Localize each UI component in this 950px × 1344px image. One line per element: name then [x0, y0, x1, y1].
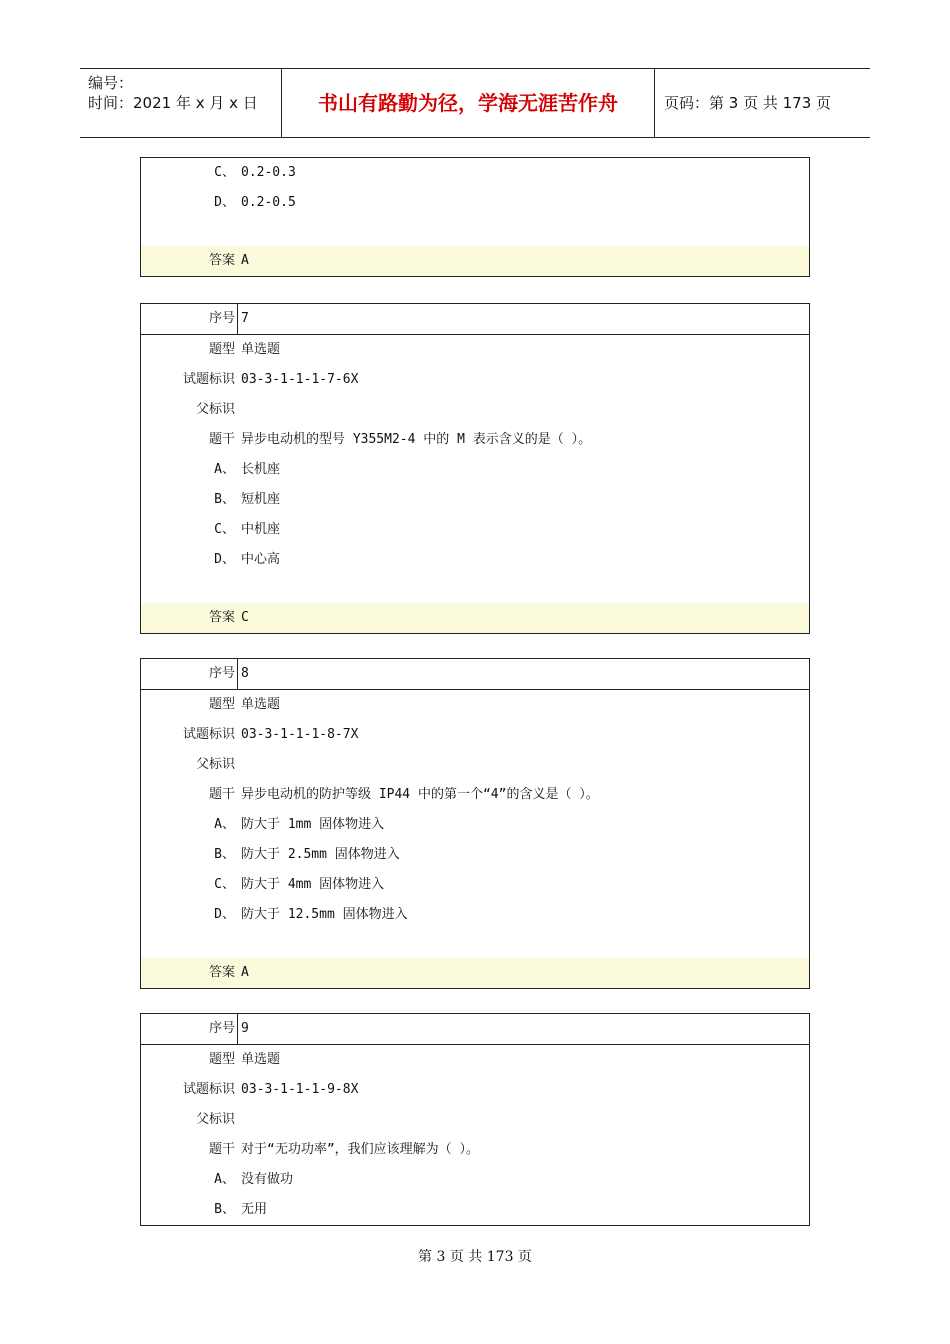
- type-value: 单选题: [241, 697, 281, 712]
- option-label: B、: [214, 492, 235, 507]
- parent-label: 父标识: [195, 757, 235, 772]
- time-label: 时间：2021 年 x 月 x 日: [88, 94, 258, 112]
- option-row: [141, 455, 809, 485]
- id-label: 试题标识: [182, 1082, 235, 1097]
- seq-label: 序号: [208, 1021, 235, 1036]
- option-row: [141, 900, 809, 930]
- option-label: D、: [214, 195, 235, 210]
- question-card: [140, 1013, 810, 1226]
- option-label: A、: [214, 817, 235, 832]
- option-row: [141, 810, 809, 840]
- option-text: 没有做功: [241, 1172, 294, 1187]
- option-row: [141, 158, 809, 188]
- stem-text: 对于“无功功率”，我们应该理解为（ ）。: [241, 1142, 479, 1157]
- type-row: [141, 690, 809, 720]
- stem-label: 题干: [208, 432, 235, 447]
- parent-row: [141, 750, 809, 780]
- seq-label: 序号: [208, 311, 235, 326]
- option-label: B、: [214, 1202, 235, 1217]
- option-text: 防大于 2.5mm 固体物进入: [241, 847, 400, 862]
- option-text: 长机座: [241, 462, 281, 477]
- option-text: 中机座: [241, 522, 281, 537]
- parent-label: 父标识: [195, 402, 235, 417]
- option-text: 防大于 4mm 固体物进入: [241, 877, 385, 892]
- option-label: D、: [214, 552, 235, 567]
- answer-label: 答案: [208, 253, 235, 268]
- answer-value: A: [241, 965, 249, 980]
- parent-label: 父标识: [195, 1112, 235, 1127]
- stem-row: [141, 780, 809, 810]
- seq-value: 7: [241, 311, 249, 326]
- option-label: C、: [214, 522, 235, 537]
- seq-value: 9: [241, 1021, 249, 1036]
- answer-label: 答案: [208, 965, 235, 980]
- option-row: [141, 485, 809, 515]
- stem-row: [141, 1135, 809, 1165]
- page-footer: 第 3 页 共 173 页: [418, 1249, 532, 1265]
- answer-row: [141, 603, 809, 633]
- option-row: [141, 188, 809, 218]
- id-row: [141, 1075, 809, 1105]
- option-label: B、: [214, 847, 235, 862]
- id-label: 试题标识: [182, 727, 235, 742]
- option-text: 中心高: [241, 552, 281, 567]
- type-label: 题型: [208, 1052, 235, 1067]
- seq-value: 8: [241, 666, 249, 681]
- id-value: 03-3-1-1-1-8-7X: [241, 727, 359, 742]
- option-row: [141, 870, 809, 900]
- id-value: 03-3-1-1-1-9-8X: [241, 1082, 359, 1097]
- stem-row: [141, 425, 809, 455]
- stem-label: 题干: [208, 787, 235, 802]
- id-label: 试题标识: [182, 372, 235, 387]
- page-header: [80, 68, 870, 138]
- parent-row: [141, 1105, 809, 1135]
- option-label: A、: [214, 462, 235, 477]
- option-label: C、: [214, 877, 235, 892]
- stem-label: 题干: [208, 1142, 235, 1157]
- answer-row: [141, 958, 809, 988]
- type-value: 单选题: [241, 342, 281, 357]
- option-row: [141, 515, 809, 545]
- question-card: [140, 658, 810, 989]
- stem-text: 异步电动机的防护等级 IP44 中的第一个“4”的含义是（ ）。: [241, 787, 599, 802]
- type-row: [141, 335, 809, 365]
- question-card-continued: [140, 157, 810, 277]
- seq-row: [141, 659, 809, 690]
- seq-label: 序号: [208, 666, 235, 681]
- id-value: 03-3-1-1-1-7-6X: [241, 372, 359, 387]
- option-text: 短机座: [241, 492, 281, 507]
- seq-row: [141, 1014, 809, 1045]
- answer-value: C: [241, 610, 249, 625]
- option-row: [141, 1195, 809, 1225]
- type-label: 题型: [208, 697, 235, 712]
- id-row: [141, 720, 809, 750]
- seq-row: [141, 304, 809, 335]
- option-label: D、: [214, 907, 235, 922]
- header-divider: [654, 69, 655, 137]
- question-card: [140, 303, 810, 634]
- option-text: 防大于 1mm 固体物进入: [241, 817, 385, 832]
- header-motto: 书山有路勤为径，学海无涯苦作舟: [318, 91, 618, 115]
- header-page-info: 页码：第 3 页 共 173 页: [664, 94, 832, 112]
- option-text: 0.2-0.3: [241, 165, 296, 180]
- option-text: 无用: [241, 1202, 268, 1217]
- number-label: 编号：: [88, 74, 134, 92]
- type-value: 单选题: [241, 1052, 281, 1067]
- answer-row: [141, 246, 809, 276]
- option-text: 防大于 12.5mm 固体物进入: [241, 907, 408, 922]
- answer-value: A: [241, 253, 249, 268]
- type-row: [141, 1045, 809, 1075]
- id-row: [141, 365, 809, 395]
- option-text: 0.2-0.5: [241, 195, 296, 210]
- answer-label: 答案: [208, 610, 235, 625]
- option-label: C、: [214, 165, 235, 180]
- option-label: A、: [214, 1172, 235, 1187]
- option-row: [141, 545, 809, 575]
- type-label: 题型: [208, 342, 235, 357]
- stem-text: 异步电动机的型号 Y355M2-4 中的 M 表示含义的是（ ）。: [241, 432, 592, 447]
- header-meta: [88, 73, 278, 113]
- parent-row: [141, 395, 809, 425]
- option-row: [141, 1165, 809, 1195]
- option-row: [141, 840, 809, 870]
